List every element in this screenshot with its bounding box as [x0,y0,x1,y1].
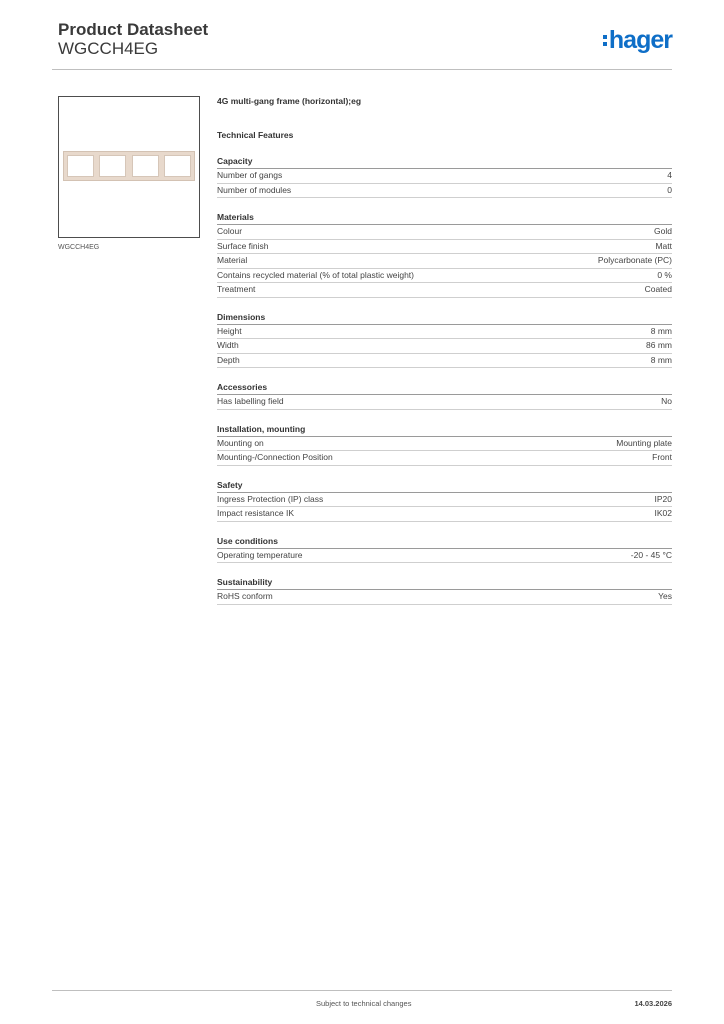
section-title: Accessories [217,382,672,395]
section-title: Dimensions [217,312,672,325]
spec-label: Height [217,325,242,336]
spec-label: Depth [217,354,240,365]
section-title: Safety [217,480,672,493]
spec-label: Ingress Protection (IP) class [217,493,324,504]
frame-illustration [63,151,195,181]
spec-value: 8 mm [650,354,672,365]
spec-section [217,480,672,522]
gang-opening [132,155,159,177]
gang-opening [164,155,191,177]
spec-row [217,254,672,269]
spec-label: Contains recycled material (% of total plastic weight) [217,269,414,280]
image-caption: WGCCH4EG [58,244,100,251]
spec-label: Operating temperature [217,549,303,560]
spec-row [217,269,672,284]
spec-row [217,507,672,522]
spec-content [217,96,672,605]
spec-value: IK02 [654,508,672,518]
section-title: Use conditions [217,536,672,549]
product-code: WGCCH4EG [58,39,159,58]
spec-value: Matt [655,240,672,251]
spec-section [217,536,672,564]
section-title: Capacity [217,156,672,169]
spec-value: -20 - 45 °C [630,549,672,560]
spec-value: 4 [667,170,672,180]
hager-logo [603,27,672,53]
spec-value: IP20 [654,493,672,504]
spec-label: Number of gangs [217,170,283,180]
spec-label: Number of modules [217,184,292,195]
spec-row [217,283,672,298]
logo-colon-icon [603,35,607,46]
spec-row [217,169,672,184]
spec-label: Has labelling field [217,396,284,406]
spec-row [217,325,672,340]
header-divider [52,69,672,70]
spec-label: Material [217,255,248,265]
spec-value: 8 mm [650,325,672,336]
spec-label: Width [217,340,239,350]
spec-label: Mounting on [217,437,264,448]
spec-row [217,354,672,369]
page-title: Product Datasheet [58,20,209,39]
spec-row [217,437,672,452]
spec-value: Polycarbonate (PC) [597,255,672,265]
section-title: Materials [217,212,672,225]
footer-date: 14.03.2026 [634,999,672,1008]
spec-label: RoHS conform [217,591,273,601]
spec-value: Mounting plate [616,437,672,448]
spec-label: Colour [217,226,243,236]
spec-value: Gold [654,226,672,236]
spec-label: Treatment [217,284,256,294]
spec-label: Surface finish [217,240,269,251]
footer-divider [52,990,672,991]
spec-sections [217,156,672,605]
spec-row [217,395,672,410]
spec-row [217,225,672,240]
spec-row [217,240,672,255]
spec-label: Impact resistance IK [217,508,295,518]
spec-row [217,549,672,564]
spec-section [217,424,672,466]
logo-text: hager [608,26,672,54]
footer-note: Subject to technical changes [316,999,412,1008]
spec-value: Coated [644,284,672,294]
spec-section [217,212,672,298]
spec-value: 0 % [657,269,672,280]
spec-row [217,590,672,605]
spec-value: Yes [658,591,672,601]
product-image [58,96,200,238]
section-title: Sustainability [217,577,672,590]
spec-value: No [661,396,672,406]
spec-row [217,184,672,199]
spec-row [217,339,672,354]
gang-opening [67,155,94,177]
spec-section [217,577,672,605]
spec-section [217,382,672,410]
spec-value: 0 [667,184,672,195]
section-title: Installation, mounting [217,424,672,437]
gang-opening [99,155,126,177]
product-description: 4G multi-gang frame (horizontal);eg [217,96,362,106]
spec-section [217,156,672,198]
spec-row [217,451,672,466]
features-heading: Technical Features [217,130,294,140]
spec-row [217,493,672,508]
spec-section [217,312,672,369]
spec-value: Front [652,452,672,462]
spec-value: 86 mm [646,340,672,350]
spec-label: Mounting-/Connection Position [217,452,333,462]
